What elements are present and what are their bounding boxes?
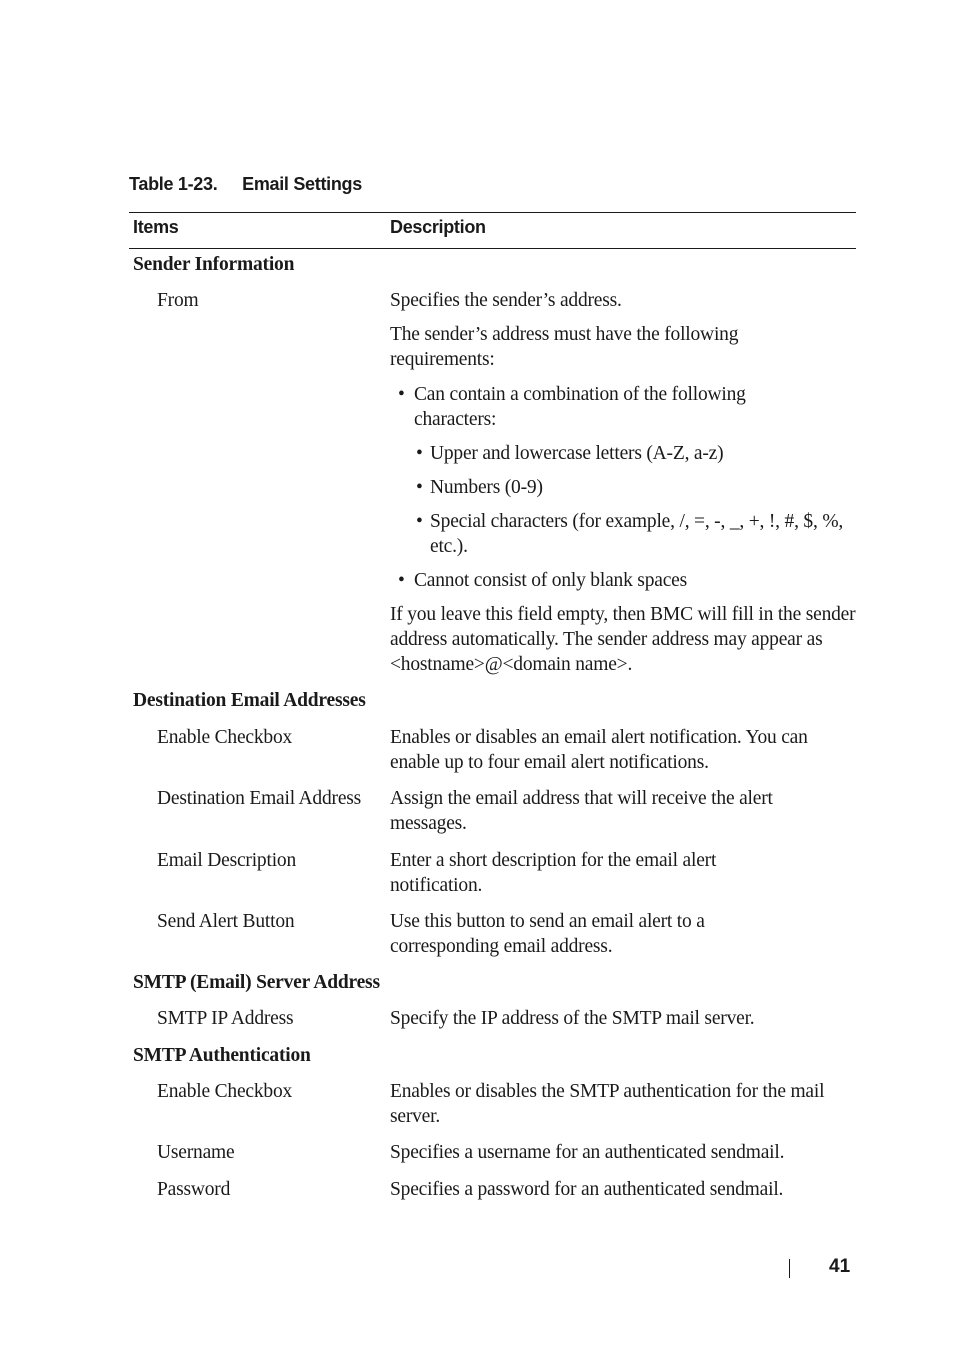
subbullet-special: • Special characters (for example, /, =, -, _, +, !, #, $, %, etc.). — [416, 511, 844, 557]
item-send-alert-button: Send Alert Button — [157, 911, 295, 932]
bullet-icon: • — [398, 570, 405, 591]
item-password: Password — [157, 1179, 231, 1200]
page-number: 41 — [829, 1256, 851, 1277]
section-sender-information: Sender Information — [133, 254, 295, 275]
item-email-description: Email Description — [157, 850, 297, 871]
header-rule — [129, 248, 856, 249]
from-desc-3: If you leave this field empty, then BMC will fill in the sender address automatically. The sender address may appear as <hostname>@<domain name>. — [390, 604, 856, 675]
desc-destination-email-address: Assign the email address that will receive the alert messages. — [390, 788, 773, 834]
bullet-icon: • — [416, 443, 423, 464]
desc-username: Specifies a username for an authenticated sendmail. — [390, 1142, 785, 1163]
item-from: From — [157, 290, 199, 311]
folio-divider — [789, 1259, 790, 1278]
item-smtp-enable-checkbox: Enable Checkbox — [157, 1081, 293, 1102]
desc-smtp-enable-checkbox: Enables or disables the SMTP authentication for the mail server. — [390, 1081, 825, 1127]
bullet-combination: • Can contain a combination of the following characters: — [398, 384, 746, 430]
bullet-icon: • — [416, 511, 423, 532]
table-caption — [129, 174, 362, 195]
section-destination-email-addresses: Destination Email Addresses — [133, 690, 366, 711]
desc-send-alert-button: Use this button to send an email alert to a corresponding email address. — [390, 911, 705, 957]
bullet-icon: • — [416, 477, 423, 498]
desc-smtp-ip-address: Specify the IP address of the SMTP mail server. — [390, 1008, 755, 1029]
desc-email-description: Enter a short description for the email alert notification. — [390, 850, 717, 896]
table-title: Email Settings — [242, 174, 362, 194]
subbullet-numbers: • Numbers (0-9) — [416, 477, 543, 498]
column-header-items: Items — [133, 217, 179, 237]
from-desc-2: The sender’s address must have the following requirements: — [390, 324, 739, 370]
desc-enable-checkbox: Enables or disables an email alert notification. You can enable up to four email alert notifications. — [390, 727, 808, 773]
item-smtp-ip-address: SMTP IP Address — [157, 1008, 294, 1029]
from-desc-1: Specifies the sender’s address. — [390, 290, 622, 311]
table-number: Table 1-23. — [129, 174, 218, 194]
section-smtp-server-address: SMTP (Email) Server Address — [133, 972, 380, 993]
bullet-blank-spaces: • Cannot consist of only blank spaces — [398, 570, 687, 591]
item-destination-email-address: Destination Email Address — [157, 788, 362, 809]
desc-password: Specifies a password for an authenticated sendmail. — [390, 1179, 784, 1200]
item-enable-checkbox: Enable Checkbox — [157, 727, 293, 748]
bullet-icon: • — [398, 384, 405, 405]
item-username: Username — [157, 1142, 235, 1163]
section-smtp-authentication: SMTP Authentication — [133, 1045, 311, 1066]
column-header-description: Description — [390, 217, 486, 237]
subbullet-letters: • Upper and lowercase letters (A-Z, a-z) — [416, 443, 724, 464]
table-top-rule — [129, 212, 856, 213]
